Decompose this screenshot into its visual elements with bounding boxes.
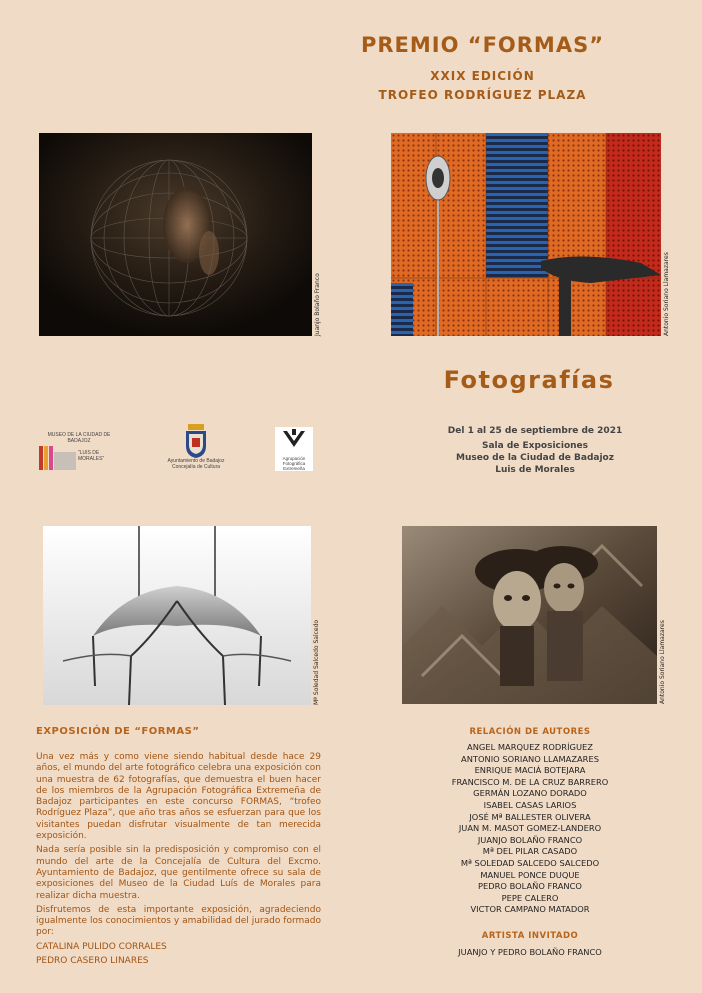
exposicion-body	[36, 752, 321, 967]
photo-sphere	[39, 133, 312, 336]
photo2-credit: Antonio Soriano Llamazares	[663, 252, 670, 336]
author-item: JUAN M. MASOT GOMEZ-LANDERO	[458, 823, 602, 834]
author-item: GERMÁN LOZANO DORADO	[473, 788, 587, 799]
sculptures-image	[402, 526, 657, 704]
trophy-label: TROFEO RODRÍGUEZ PLAZA	[378, 88, 587, 102]
author-item: Mª SOLEDAD SALCEDO SALCEDO	[460, 857, 600, 868]
poster-title: PREMIO “FORMAS”	[360, 33, 605, 57]
author-item: Mª DEL PILAR CASADO	[482, 846, 578, 857]
afe-logo-mark-icon	[275, 427, 313, 451]
exposicion-paragraph-1: Una vez más y como viene siendo habitual desde hace 29 años, el mundo del arte fotográfico celebra una exposición con una muestra de 62 fotografías, que demuestra el buen hacer de los miembros de la Agrupación Fotográfica Extremeña de Badajoz participantes en este concurso FORMAS, “trofeo Rodríguez Plaza”, que año tras años se esfuerzan para que los visitantes puedan disfrutar visualmente de tan merecida exposición.	[36, 752, 321, 842]
venue-line-3: Luis de Morales	[495, 465, 575, 475]
afe-logo-line3: Extremeña	[283, 466, 305, 471]
venue-line-2: Museo de la Ciudad de Badajoz	[456, 453, 614, 463]
museum-logo-line1: MUSEO DE LA CIUDAD DE BADAJOZ	[47, 432, 111, 444]
orange-wall-image	[391, 133, 661, 336]
museum-logo-line2: "LUIS DE MORALES"	[78, 450, 105, 462]
venue-line-1: Sala de Exposiciones	[481, 441, 589, 451]
jury-member-1: CATALINA PULIDO CORRALES	[36, 941, 167, 952]
exposicion-paragraph-3: Disfrutemos de esta importante exposición, agradeciendo igualmente los conocimientos y amabilidad del jurado formado por:	[36, 904, 321, 938]
ayuntamiento-logo	[160, 424, 232, 470]
guest-artist-name: JUANJO Y PEDRO BOLAÑO FRANCO	[458, 947, 602, 957]
guest-artist-title: ARTISTA INVITADO	[481, 931, 579, 941]
author-item: ENRIQUE MACIÁ BOTEJARA	[474, 765, 586, 776]
photo-sculptures	[402, 526, 657, 704]
ayto-logo-line2: Concejalía de Cultura	[171, 464, 221, 470]
author-item: MANUEL PONCE DUQUE	[480, 869, 580, 880]
author-item: ANGEL MARQUEZ RODRÍGUEZ	[467, 742, 593, 752]
section-heading: Fotografías	[443, 366, 615, 394]
author-item: PEPE CALERO	[501, 892, 559, 903]
edition-label: XXIX EDICIÓN	[430, 69, 535, 83]
museum-logo-graphic	[36, 444, 122, 474]
authors-title: RELACIÓN DE AUTORES	[469, 727, 591, 737]
afe-logo	[275, 427, 313, 471]
author-item: ISABEL CASAS LARIOS	[483, 799, 577, 810]
author-item: FRANCISCO M. DE LA CRUZ BARRERO	[451, 776, 609, 787]
exposicion-title: EXPOSICIÓN DE “FORMAS”	[36, 726, 200, 737]
author-item: JUANJO BOLAÑO FRANCO	[477, 834, 583, 845]
event-dates: Del 1 al 25 de septiembre de 2021	[447, 426, 623, 436]
photo4-credit: Antonio Soriano Llamazares	[659, 620, 666, 704]
badajoz-shield-icon	[183, 424, 209, 458]
chair-image	[43, 526, 311, 705]
author-item: ANTONIO SORIANO LLAMAZARES	[461, 753, 599, 764]
jury-member-2: PEDRO CASERO LINARES	[36, 956, 149, 967]
author-item: JOSÉ Mª BALLESTER OLIVERA	[469, 811, 591, 822]
afe-logo-line1: Agrupación	[282, 456, 306, 461]
ayto-logo-line1: Ayuntamiento de Badajoz	[167, 458, 225, 464]
author-item: PEDRO BOLAÑO FRANCO	[478, 881, 582, 892]
museum-logo	[36, 432, 122, 474]
author-item: VICTOR CAMPANO MATADOR	[470, 904, 590, 915]
photo-chair	[43, 526, 311, 705]
afe-logo-line2: Fotográfica	[282, 461, 306, 466]
photo3-credit: Mª Soledad Salcedo Salcedo	[313, 619, 320, 705]
sphere-image	[39, 133, 312, 336]
photo-orange-wall	[391, 133, 661, 336]
exposicion-paragraph-2: Nada sería posible sin la predisposición y compromiso con el mundo del arte de la Concejalía de Cultura del Excmo. Ayuntamiento de Badajoz, que gentilmente ofrece su sala de exposiciones del Museo de la Ciudad Luís de Morales para realizar dicha muestra.	[36, 845, 321, 901]
photo1-credit: Juanjo Bolaño Franco	[314, 273, 321, 336]
authors-list	[430, 742, 630, 916]
